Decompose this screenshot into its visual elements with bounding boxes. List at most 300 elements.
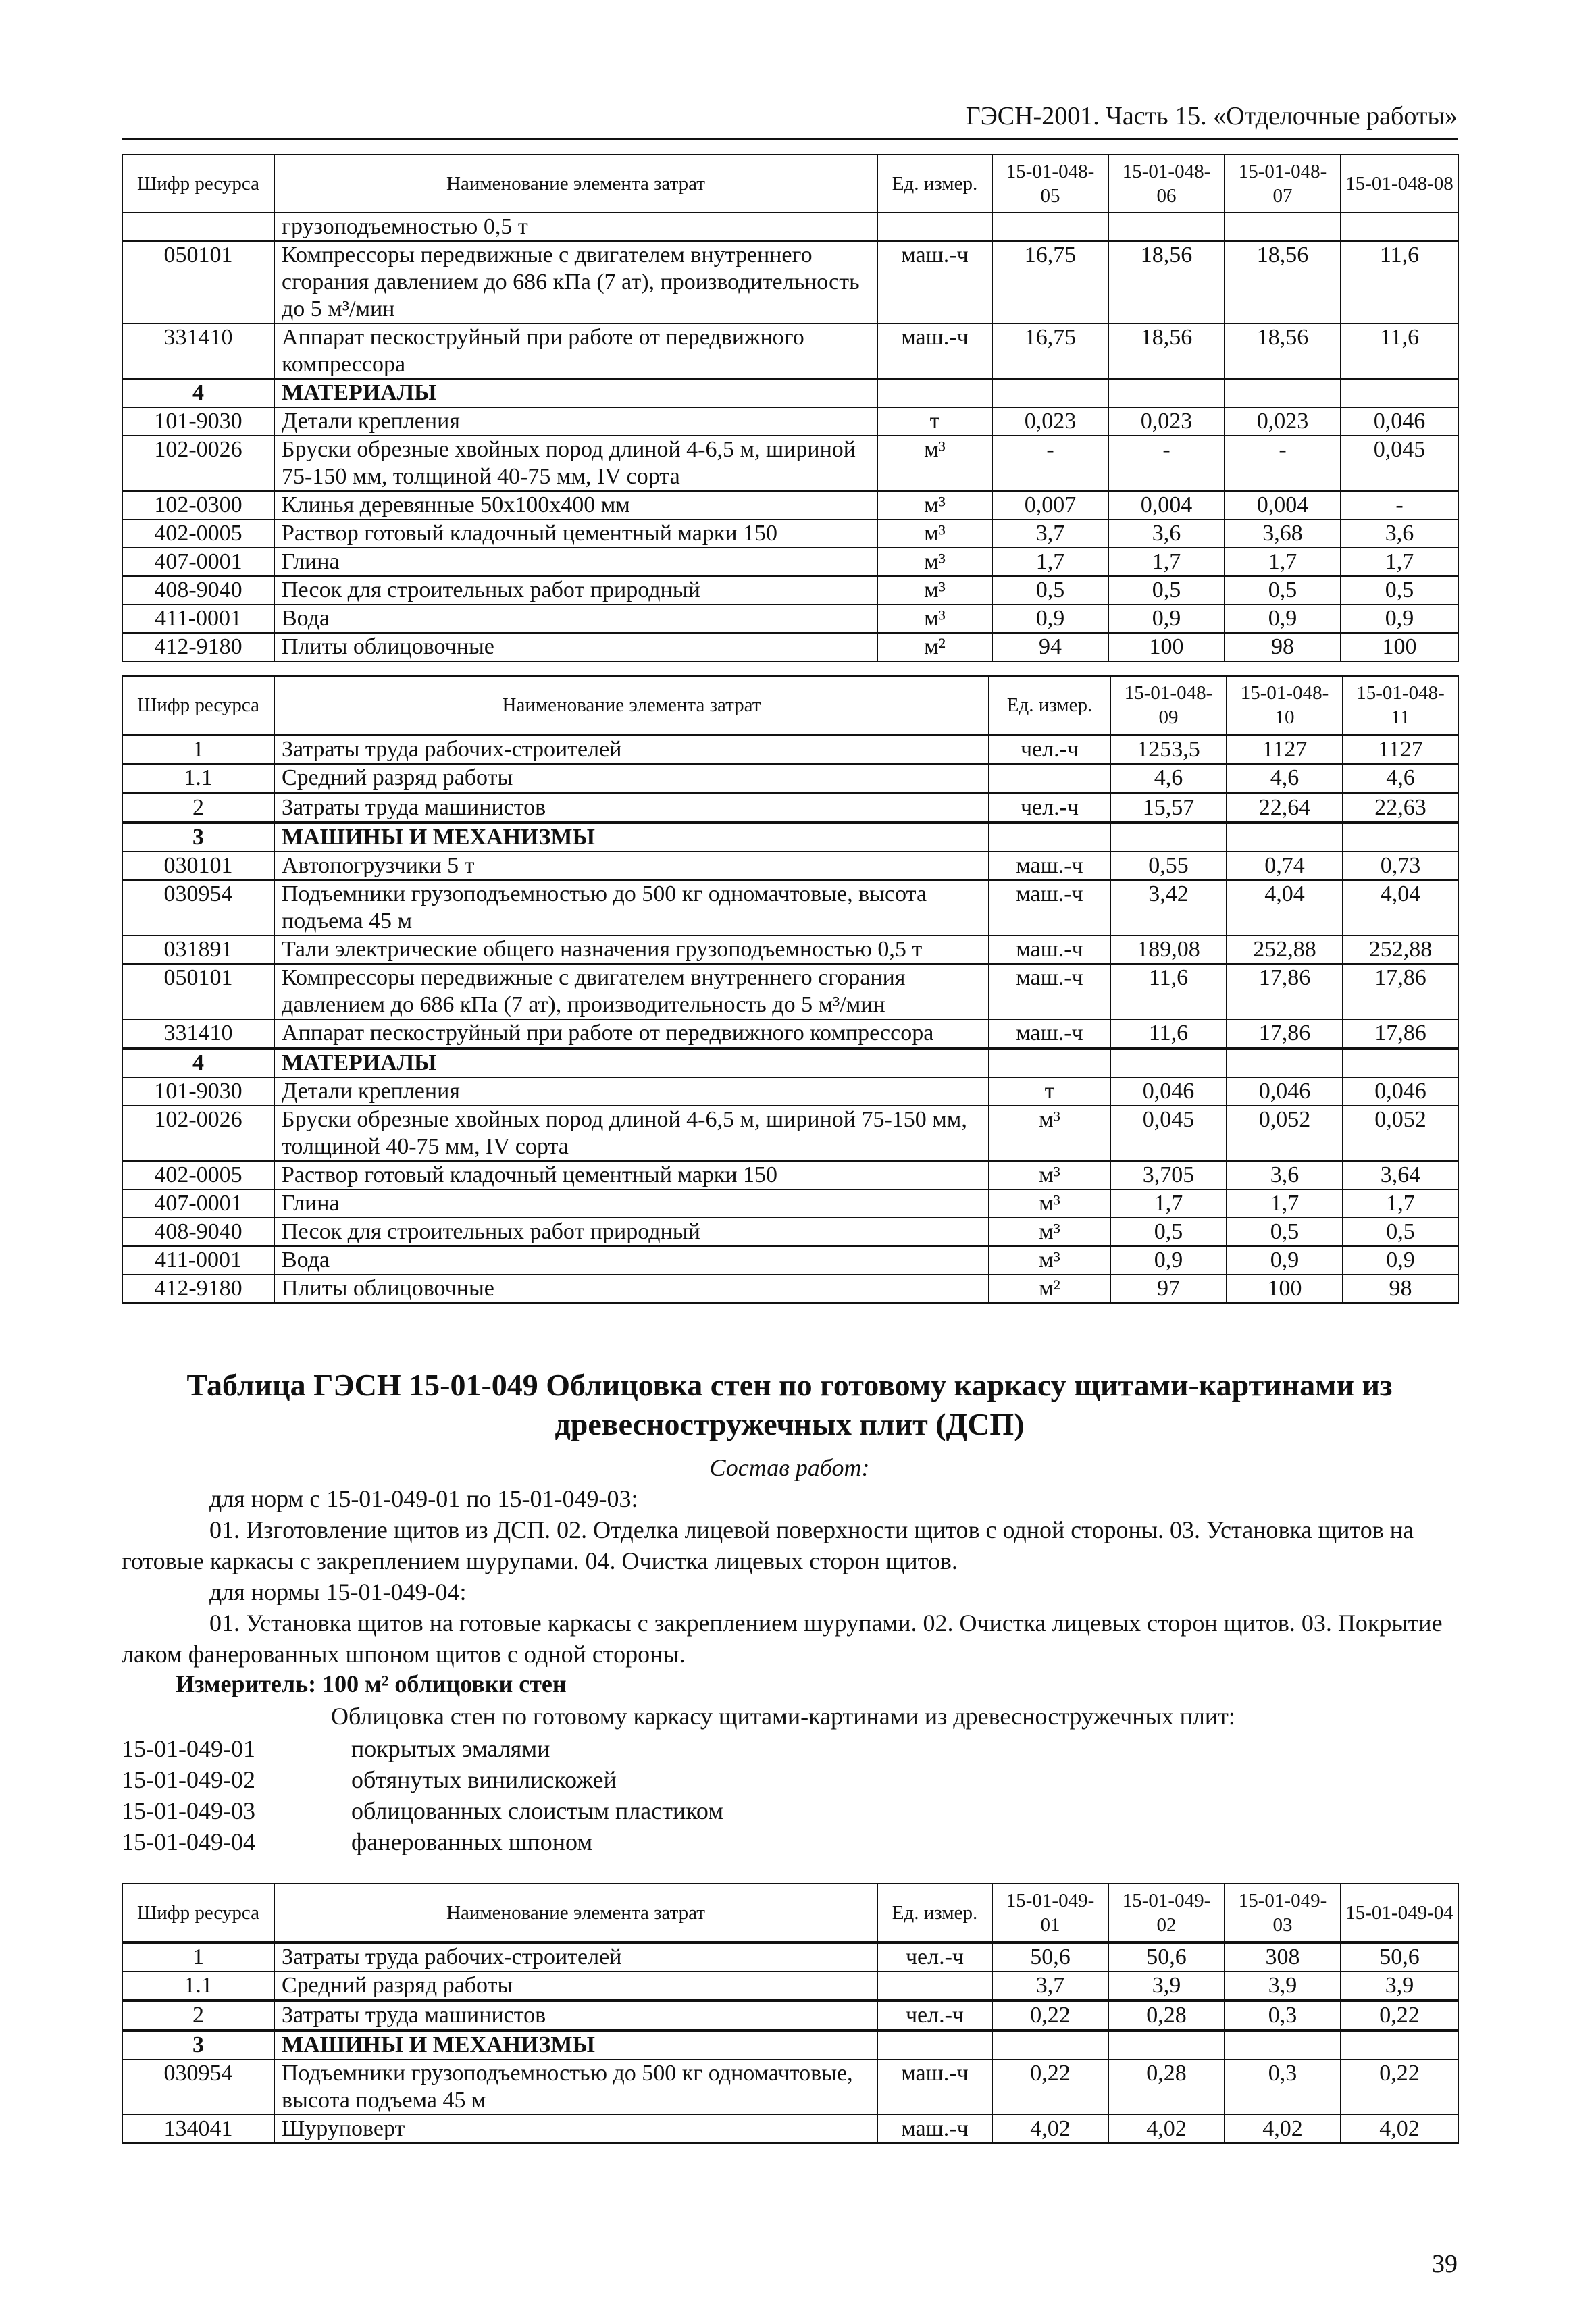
section-title: Таблица ГЭСН 15-01-049 Облицовка стен по готовому каркасу щитами-картинами из древесностружечных плит (ДСП) [186, 1368, 1393, 1441]
unit-cell: м³ [989, 1161, 1110, 1189]
resource-code-cell: 1 [122, 1943, 274, 1972]
column-header: Ед. измер. [877, 155, 992, 213]
resource-code-cell: 412-9180 [122, 1275, 274, 1303]
value-cell: 94 [992, 633, 1108, 661]
table-row [122, 964, 1458, 1019]
resource-code-cell: 408-9040 [122, 1218, 274, 1246]
value-cell: 50,6 [1108, 1943, 1225, 1972]
table-row [122, 324, 1458, 379]
value-cell: 0,045 [1110, 1106, 1227, 1161]
value-cell: 0,22 [992, 2001, 1108, 2030]
unit-cell [989, 823, 1110, 852]
work-steps-text: 01. Установка щитов на готовые каркасы с закреплением шурупами. 02. Очистка лицевых сторон щитов. 03. Покрытие лаком фанерованных шпоном щитов с одной стороны. [122, 1610, 1443, 1668]
value-cell: 308 [1225, 1943, 1341, 1972]
resource-code-cell: 3 [122, 823, 274, 852]
value-cell: 100 [1341, 633, 1458, 661]
resource-name-cell: Тали электрические общего назначения грузоподъемностью 0,5 т [274, 935, 989, 964]
composition-paragraph-2 [122, 1576, 1458, 1670]
value-cell [1110, 823, 1227, 852]
resource-code-cell: 4 [122, 1048, 274, 1077]
unit-cell [989, 1048, 1110, 1077]
value-cell: 50,6 [1341, 1943, 1458, 1972]
value-cell: 0,3 [1225, 2059, 1341, 2115]
running-head: ГЭСН-2001. Часть 15. «Отделочные работы» [965, 102, 1458, 130]
resource-name-cell: Подъемники грузоподъемностью до 500 кг одномачтовые, высота подъема 45 м [274, 880, 989, 935]
value-cell: 22,64 [1227, 793, 1343, 823]
value-cell: 0,3 [1225, 2001, 1341, 2030]
resource-code-cell [122, 213, 274, 241]
unit-cell [877, 379, 992, 407]
value-cell: 0,004 [1225, 491, 1341, 519]
resource-name-cell: МАШИНЫ И МЕХАНИЗМЫ [274, 2030, 877, 2059]
column-header: 15-01-048-10 [1227, 676, 1343, 735]
value-cell: 0,023 [1225, 407, 1341, 436]
header-rule [122, 138, 1458, 140]
value-cell: 4,6 [1110, 764, 1227, 793]
column-header: 15-01-049-03 [1225, 1884, 1341, 1943]
value-cell: 17,86 [1227, 964, 1343, 1019]
value-cell: 3,6 [1108, 519, 1225, 548]
table-row [122, 764, 1458, 793]
unit-cell: м³ [989, 1189, 1110, 1218]
list-item [122, 1795, 723, 1826]
table-row [122, 548, 1458, 576]
table-row [122, 852, 1458, 880]
value-cell: 4,02 [1225, 2115, 1341, 2143]
resource-name-cell: Бруски обрезные хвойных пород длиной 4-6,5 м, шириной 75-150 мм, толщиной 40-75 мм, IV сорта [274, 436, 877, 491]
unit-cell: чел.-ч [989, 793, 1110, 823]
table-row [122, 793, 1458, 823]
value-cell: 1,7 [1227, 1189, 1343, 1218]
table-row [122, 1275, 1458, 1303]
value-cell: 98 [1343, 1275, 1458, 1303]
unit-cell: чел.-ч [877, 1943, 992, 1972]
value-cell: - [992, 436, 1108, 491]
value-cell: 189,08 [1110, 935, 1227, 964]
table-row [122, 735, 1458, 764]
unit-cell [877, 2030, 992, 2059]
value-cell: 0,74 [1227, 852, 1343, 880]
value-cell: - [1108, 436, 1225, 491]
value-cell: 3,6 [1227, 1161, 1343, 1189]
value-cell: 1,7 [1225, 548, 1341, 576]
value-cell: 1,7 [1108, 548, 1225, 576]
unit-cell: маш.-ч [877, 324, 992, 379]
table-header-row [122, 155, 1458, 213]
column-header: 15-01-049-02 [1108, 1884, 1225, 1943]
resource-name-cell: грузоподъемностью 0,5 т [274, 213, 877, 241]
measure-unit: Измеритель: 100 м² облицовки стен [176, 1670, 567, 1697]
value-cell: 15,57 [1110, 793, 1227, 823]
value-cell: 0,007 [992, 491, 1108, 519]
table-row [122, 2030, 1458, 2059]
resource-code-cell: 101-9030 [122, 1077, 274, 1106]
table-row [122, 519, 1458, 548]
table-row [122, 1019, 1458, 1048]
value-cell: 3,68 [1225, 519, 1341, 548]
unit-cell: т [989, 1077, 1110, 1106]
column-header: 15-01-048-09 [1110, 676, 1227, 735]
value-cell: 0,22 [1341, 2059, 1458, 2115]
resource-name-cell: Песок для строительных работ природный [274, 1218, 989, 1246]
resource-code-cell: 407-0001 [122, 1189, 274, 1218]
value-cell: 0,046 [1343, 1077, 1458, 1106]
value-cell [1341, 2030, 1458, 2059]
value-cell: 1,7 [1341, 548, 1458, 576]
value-cell [1227, 823, 1343, 852]
resource-code-cell: 1 [122, 735, 274, 764]
resource-code-cell: 331410 [122, 324, 274, 379]
value-cell: 100 [1227, 1275, 1343, 1303]
value-cell [1108, 2030, 1225, 2059]
value-cell: 0,5 [1227, 1218, 1343, 1246]
value-cell [1225, 213, 1341, 241]
value-cell [1343, 1048, 1458, 1077]
value-cell [1108, 379, 1225, 407]
resource-code-cell: 050101 [122, 964, 274, 1019]
resource-name-cell: МАТЕРИАЛЫ [274, 379, 877, 407]
column-header: 15-01-049-01 [992, 1884, 1108, 1943]
value-cell: 0,004 [1108, 491, 1225, 519]
list-item [122, 1826, 723, 1857]
resource-name-cell: Глина [274, 1189, 989, 1218]
value-cell: 0,9 [1343, 1246, 1458, 1275]
resource-name-cell: Вода [274, 1246, 989, 1275]
value-cell: 0,9 [1225, 605, 1341, 633]
resource-code-cell: 402-0005 [122, 1161, 274, 1189]
value-cell: 1127 [1227, 735, 1343, 764]
value-cell: 0,5 [1343, 1218, 1458, 1246]
table-header-row [122, 1884, 1458, 1943]
table-row [122, 935, 1458, 964]
column-header: 15-01-048-05 [992, 155, 1108, 213]
value-cell: 4,02 [992, 2115, 1108, 2143]
value-cell: 3,9 [1341, 1972, 1458, 2001]
value-cell: - [1341, 491, 1458, 519]
value-cell: 0,045 [1341, 436, 1458, 491]
value-cell: 11,6 [1110, 964, 1227, 1019]
value-cell [992, 2030, 1108, 2059]
value-cell: 0,9 [1341, 605, 1458, 633]
resource-code-cell: 050101 [122, 241, 274, 324]
value-cell: 3,9 [1108, 1972, 1225, 2001]
column-header: Наименование элемента затрат [274, 155, 877, 213]
unit-cell: маш.-ч [989, 880, 1110, 935]
resource-code-cell: 030101 [122, 852, 274, 880]
unit-cell: чел.-ч [877, 2001, 992, 2030]
resource-code-cell: 030954 [122, 880, 274, 935]
variant-code: 15-01-049-04 [122, 1828, 255, 1855]
value-cell: 1253,5 [1110, 735, 1227, 764]
resource-name-cell: Раствор готовый кладочный цементный марки 150 [274, 1161, 989, 1189]
resource-code-cell: 4 [122, 379, 274, 407]
value-cell: 0,046 [1110, 1077, 1227, 1106]
table-row [122, 213, 1458, 241]
variant-label: покрытых эмалями [351, 1735, 550, 1762]
value-cell: 0,046 [1341, 407, 1458, 436]
resource-code-cell: 1.1 [122, 764, 274, 793]
unit-cell: м³ [989, 1218, 1110, 1246]
value-cell: 4,04 [1343, 880, 1458, 935]
column-header: Наименование элемента затрат [274, 1884, 877, 1943]
value-cell [1227, 1048, 1343, 1077]
resource-name-cell: Автопогрузчики 5 т [274, 852, 989, 880]
value-cell: 16,75 [992, 241, 1108, 324]
table-row [122, 379, 1458, 407]
unit-cell: маш.-ч [877, 2115, 992, 2143]
value-cell [1341, 213, 1458, 241]
resource-code-cell: 407-0001 [122, 548, 274, 576]
unit-cell: м³ [877, 548, 992, 576]
value-cell: 4,04 [1227, 880, 1343, 935]
table-row [122, 436, 1458, 491]
norm-range-label: для нормы 15-01-049-04: [209, 1578, 467, 1605]
value-cell: 0,5 [1110, 1218, 1227, 1246]
column-header: Шифр ресурса [122, 155, 274, 213]
resource-name-cell: Плиты облицовочные [274, 633, 877, 661]
value-cell: 11,6 [1341, 241, 1458, 324]
value-cell: 0,9 [1108, 605, 1225, 633]
value-cell: 0,9 [1227, 1246, 1343, 1275]
resource-name-cell: Глина [274, 548, 877, 576]
resource-name-cell: Затраты труда машинистов [274, 2001, 877, 2030]
table-row [122, 823, 1458, 852]
column-header: Наименование элемента затрат [274, 676, 989, 735]
resource-name-cell: Компрессоры передвижные с двигателем внутреннего сгорания давлением до 686 кПа (7 ат), производительность до 5 м³/мин [274, 964, 989, 1019]
value-cell: 0,9 [992, 605, 1108, 633]
resource-name-cell: Детали крепления [274, 1077, 989, 1106]
value-cell: 0,28 [1108, 2001, 1225, 2030]
value-cell: 4,02 [1341, 2115, 1458, 2143]
column-header: Ед. измер. [989, 676, 1110, 735]
table-row [122, 2059, 1458, 2115]
value-cell [1341, 379, 1458, 407]
value-cell [992, 379, 1108, 407]
resource-table-049-01-04 [122, 1883, 1459, 2144]
unit-cell [877, 213, 992, 241]
resource-name-cell: Затраты труда машинистов [274, 793, 989, 823]
resource-name-cell: Песок для строительных работ природный [274, 576, 877, 605]
unit-cell: м³ [877, 576, 992, 605]
resource-name-cell: МАТЕРИАЛЫ [274, 1048, 989, 1077]
table-row [122, 2115, 1458, 2143]
unit-cell: маш.-ч [877, 2059, 992, 2115]
value-cell: 252,88 [1227, 935, 1343, 964]
variant-code: 15-01-049-01 [122, 1735, 255, 1762]
unit-cell: м² [877, 633, 992, 661]
resource-code-cell: 102-0026 [122, 436, 274, 491]
value-cell: 0,9 [1110, 1246, 1227, 1275]
table-row [122, 1943, 1458, 1972]
unit-cell: м³ [877, 436, 992, 491]
resource-name-cell: Компрессоры передвижные с двигателем внутреннего сгорания давлением до 686 кПа (7 ат), производительность до 5 м³/мин [274, 241, 877, 324]
value-cell: 3,64 [1343, 1161, 1458, 1189]
variant-list [122, 1733, 723, 1857]
value-cell: 17,86 [1343, 964, 1458, 1019]
resource-name-cell: Подъемники грузоподъемностью до 500 кг одномачтовые, высота подъема 45 м [274, 2059, 877, 2115]
value-cell: 3,6 [1341, 519, 1458, 548]
value-cell: 0,5 [1108, 576, 1225, 605]
variant-code: 15-01-049-02 [122, 1766, 255, 1793]
value-cell [1343, 823, 1458, 852]
resource-code-cell: 030954 [122, 2059, 274, 2115]
value-cell: 17,86 [1343, 1019, 1458, 1048]
variant-code: 15-01-049-03 [122, 1797, 255, 1824]
table-row [122, 1189, 1458, 1218]
value-cell: 0,023 [992, 407, 1108, 436]
value-cell: 1,7 [1343, 1189, 1458, 1218]
unit-cell: м³ [989, 1106, 1110, 1161]
list-item [122, 1733, 723, 1764]
value-cell: 0,5 [1341, 576, 1458, 605]
resource-name-cell: Аппарат пескоструйный при работе от передвижного компрессора [274, 324, 877, 379]
value-cell: 1,7 [1110, 1189, 1227, 1218]
table-row [122, 1972, 1458, 2001]
unit-cell: м³ [989, 1246, 1110, 1275]
value-cell: 16,75 [992, 324, 1108, 379]
column-header: Ед. измер. [877, 1884, 992, 1943]
value-cell: 4,6 [1343, 764, 1458, 793]
value-cell: 0,55 [1110, 852, 1227, 880]
value-cell: - [1225, 436, 1341, 491]
resource-code-cell: 402-0005 [122, 519, 274, 548]
table-row [122, 1077, 1458, 1106]
resource-name-cell: Клинья деревянные 50x100x400 мм [274, 491, 877, 519]
resource-code-cell: 2 [122, 2001, 274, 2030]
value-cell: 3,9 [1225, 1972, 1341, 2001]
resource-code-cell: 411-0001 [122, 1246, 274, 1275]
resource-name-cell: МАШИНЫ И МЕХАНИЗМЫ [274, 823, 989, 852]
variant-label: фанерованных шпоном [351, 1828, 593, 1855]
resource-code-cell: 3 [122, 2030, 274, 2059]
variant-label: облицованных слоистым пластиком [351, 1797, 723, 1824]
table-row [122, 576, 1458, 605]
value-cell: 1,7 [992, 548, 1108, 576]
unit-cell: м² [989, 1275, 1110, 1303]
value-cell: 4,02 [1108, 2115, 1225, 2143]
table-row [122, 2001, 1458, 2030]
value-cell: 0,5 [992, 576, 1108, 605]
resource-name-cell: Детали крепления [274, 407, 877, 436]
table-body [122, 213, 1458, 661]
table-row [122, 1048, 1458, 1077]
table-row [122, 1106, 1458, 1161]
resource-name-cell: Вода [274, 605, 877, 633]
value-cell: 100 [1108, 633, 1225, 661]
value-cell: 0,22 [1341, 2001, 1458, 2030]
column-header: Шифр ресурса [122, 676, 274, 735]
value-cell: 4,6 [1227, 764, 1343, 793]
list-item [122, 1764, 723, 1795]
variant-label: обтянутых винилискожей [351, 1766, 617, 1793]
resource-name-cell: Затраты труда рабочих-строителей [274, 735, 989, 764]
resource-name-cell: Шуруповерт [274, 2115, 877, 2143]
value-cell [992, 213, 1108, 241]
resource-table-048-09-11 [122, 675, 1459, 1304]
value-cell: 0,28 [1108, 2059, 1225, 2115]
resource-code-cell: 102-0026 [122, 1106, 274, 1161]
unit-cell: м³ [877, 491, 992, 519]
value-cell: 18,56 [1225, 241, 1341, 324]
table-row [122, 491, 1458, 519]
value-cell: 1127 [1343, 735, 1458, 764]
resource-name-cell: Бруски обрезные хвойных пород длиной 4-6,5 м, шириной 75-150 мм, толщиной 40-75 мм, IV сорта [274, 1106, 989, 1161]
value-cell: 17,86 [1227, 1019, 1343, 1048]
value-cell: 97 [1110, 1275, 1227, 1303]
page-number: 39 [1432, 2250, 1458, 2278]
table-body [122, 735, 1458, 1303]
norm-range-label: для норм с 15-01-049-01 по 15-01-049-03: [209, 1485, 638, 1512]
value-cell: 0,052 [1227, 1106, 1343, 1161]
value-cell: 0,023 [1108, 407, 1225, 436]
value-cell: 50,6 [992, 1943, 1108, 1972]
value-cell: 22,63 [1343, 793, 1458, 823]
value-cell: 3,42 [1110, 880, 1227, 935]
table-row [122, 633, 1458, 661]
table-row [122, 1218, 1458, 1246]
value-cell: 0,22 [992, 2059, 1108, 2115]
resource-code-cell: 2 [122, 793, 274, 823]
value-cell: 98 [1225, 633, 1341, 661]
resource-code-cell: 412-9180 [122, 633, 274, 661]
column-header: 15-01-048-07 [1225, 155, 1341, 213]
resource-code-cell: 101-9030 [122, 407, 274, 436]
value-cell: 0,046 [1227, 1077, 1343, 1106]
column-header: 15-01-048-06 [1108, 155, 1225, 213]
table-row [122, 605, 1458, 633]
resource-name-cell: Средний разряд работы [274, 764, 989, 793]
value-cell [1110, 1048, 1227, 1077]
value-cell [1225, 379, 1341, 407]
unit-cell: м³ [877, 605, 992, 633]
table-header-row [122, 676, 1458, 735]
value-cell: 0,5 [1225, 576, 1341, 605]
table-row [122, 407, 1458, 436]
value-cell: 18,56 [1108, 241, 1225, 324]
value-cell: 18,56 [1225, 324, 1341, 379]
value-cell: 3,705 [1110, 1161, 1227, 1189]
value-cell: 18,56 [1108, 324, 1225, 379]
resource-name-cell: Плиты облицовочные [274, 1275, 989, 1303]
resource-code-cell: 1.1 [122, 1972, 274, 2001]
value-cell: 3,7 [992, 519, 1108, 548]
column-header: 15-01-049-04 [1341, 1884, 1458, 1943]
table-row [122, 241, 1458, 324]
table-body [122, 1943, 1458, 2143]
resource-name-cell: Раствор готовый кладочный цементный марки 150 [274, 519, 877, 548]
resource-code-cell: 411-0001 [122, 605, 274, 633]
table-row [122, 880, 1458, 935]
value-cell: 252,88 [1343, 935, 1458, 964]
unit-cell: маш.-ч [877, 241, 992, 324]
unit-cell [877, 1972, 992, 2001]
value-cell: 11,6 [1110, 1019, 1227, 1048]
value-cell [1225, 2030, 1341, 2059]
resource-code-cell: 134041 [122, 2115, 274, 2143]
column-header: 15-01-048-11 [1343, 676, 1458, 735]
value-cell: 0,73 [1343, 852, 1458, 880]
variants-intro: Облицовка стен по готовому каркасу щитами-картинами из древесностружечных плит: [331, 1703, 1235, 1730]
work-steps-text: 01. Изготовление щитов из ДСП. 02. Отделка лицевой поверхности щитов с одной стороны. 03. Установка щитов на готовые каркасы с закреплением шурупами. 04. Очистка лицевых сторон щитов. [122, 1516, 1414, 1574]
value-cell [1108, 213, 1225, 241]
value-cell: 11,6 [1341, 324, 1458, 379]
resource-code-cell: 331410 [122, 1019, 274, 1048]
unit-cell: маш.-ч [989, 935, 1110, 964]
value-cell: 0,052 [1343, 1106, 1458, 1161]
unit-cell: маш.-ч [989, 1019, 1110, 1048]
composition-label: Состав работ: [709, 1454, 870, 1481]
resource-table-048-05-08 [122, 154, 1459, 662]
